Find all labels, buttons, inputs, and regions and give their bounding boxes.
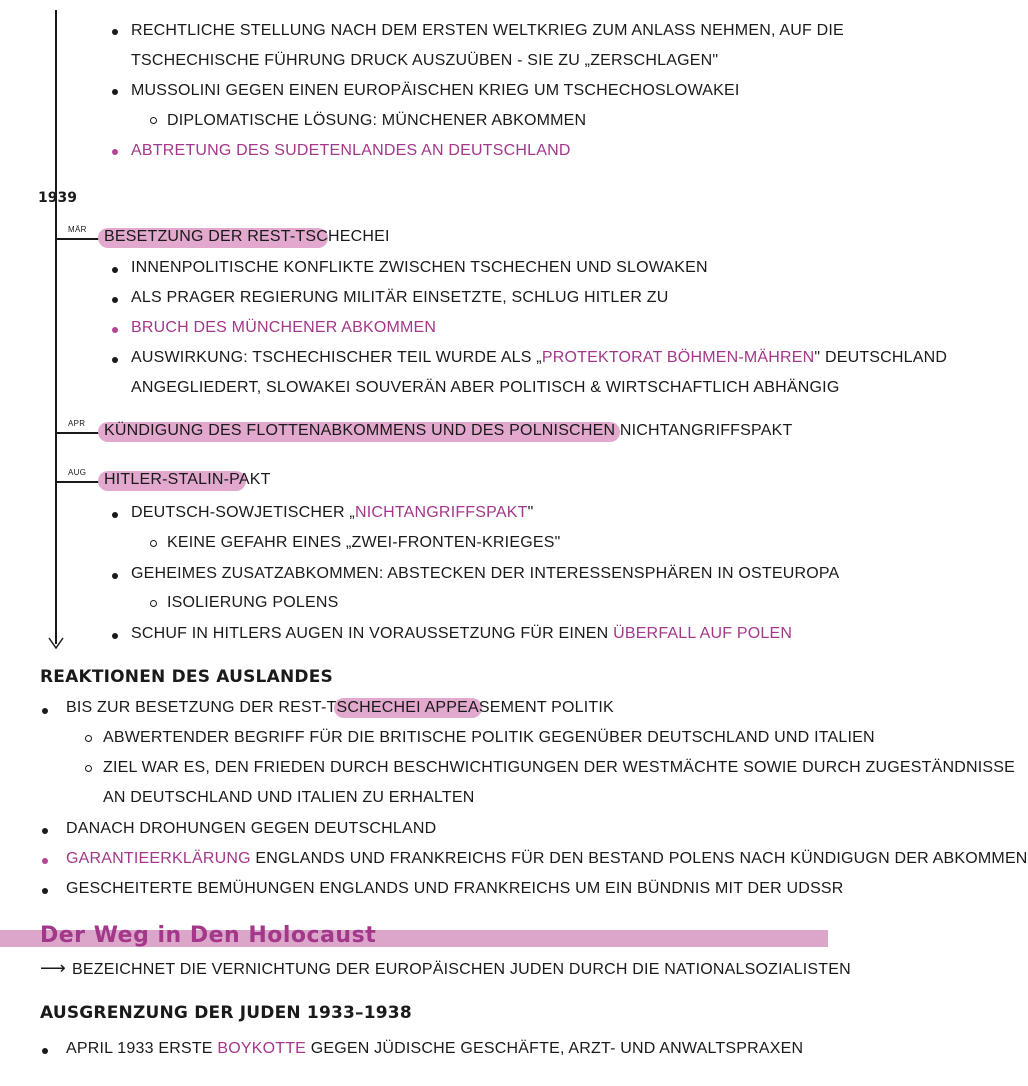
reactions-item-3-highlight: GARANTIEERKLÄRUNG [66, 850, 251, 867]
timeline-year: 1939 [38, 190, 77, 206]
bullet [42, 858, 48, 864]
maer-effect-highlight: PROTEKTORAT BÖHMEN-MÄHREN [541, 349, 815, 366]
maer-item-1: INNENPOLITISCHE KONFLIKTE ZWISCHEN TSCHECHEN UND SLOWAKEN [131, 259, 708, 276]
bullet [42, 1048, 48, 1054]
maer-effect-suffix: " DEUTSCHLAND [814, 349, 948, 366]
maer-effect-line2: ANGEGLIEDERT, SLOWAKEI SOUVERÄN ABER POLITISCH & WIRTSCHAFTLICH ABHÄNGIG [131, 379, 840, 396]
bullet [112, 89, 118, 95]
exclusion-item-1 [66, 1040, 803, 1058]
bullet [112, 149, 118, 155]
bullet [112, 357, 118, 363]
aug-item-1-prefix: DEUTSCH-SOWJETISCHER „ [131, 504, 355, 521]
aug-item-1-suffix: " [527, 504, 534, 521]
arrow-right-icon: ⟶ [40, 958, 66, 978]
month-label-maer: MÄR [68, 225, 87, 234]
maer-heading: BESETZUNG DER REST-TSCHECHEI [104, 228, 390, 245]
aug-item-1-highlight: NICHTANGRIFFSPAKT [354, 504, 528, 521]
maer-item-3: BRUCH DES MÜNCHENER ABKOMMEN [131, 319, 437, 336]
timeline-branch [55, 481, 100, 483]
reactions-item-3 [66, 850, 1028, 868]
reactions-title: REAKTIONEN DES AUSLANDES [40, 667, 333, 687]
sub-bullet [150, 117, 157, 124]
timeline-line [55, 10, 57, 644]
bullet [112, 297, 118, 303]
timeline-branch [55, 238, 100, 240]
bullet [42, 828, 48, 834]
maer-effect-line1 [131, 349, 947, 367]
bullet [112, 633, 118, 639]
top-item-3: ABTRETUNG DES SUDETENLANDES AN DEUTSCHLAND [131, 142, 571, 159]
exclusion-item-1-suffix: GEGEN JÜDISCHE GESCHÄFTE, ARZT- UND ANWALTSPRAXEN [306, 1040, 804, 1057]
bullet [112, 327, 118, 333]
sub-bullet [85, 735, 92, 742]
aug-item-3-highlight: ÜBERFALL AUF POLEN [613, 625, 793, 642]
sub-bullet [150, 540, 157, 547]
maer-item-2: ALS PRAGER REGIERUNG MILITÄR EINSETZTE, SCHLUG HITLER ZU [131, 289, 669, 306]
bullet [42, 888, 48, 894]
top-item-1-line2: TSCHECHISCHE FÜHRUNG DRUCK AUSZUÜBEN - SIE ZU „ZERSCHLAGEN" [131, 52, 719, 69]
top-item-2: MUSSOLINI GEGEN EINEN EUROPÄISCHEN KRIEG UM TSCHECHOSLOWAKEI [131, 82, 740, 99]
apr-heading: KÜNDIGUNG DES FLOTTENABKOMMENS UND DES POLNISCHEN NICHTANGRIFFSPAKT [104, 422, 793, 439]
aug-item-3-prefix: SCHUF IN HITLERS AUGEN IN VORAUSSETZUNG FÜR EINEN [131, 625, 614, 642]
reactions-item-1 [66, 699, 614, 717]
reactions-item-2: DANACH DROHUNGEN GEGEN DEUTSCHLAND [66, 820, 437, 837]
aug-sub-2: ISOLIERUNG POLENS [167, 594, 339, 611]
exclusion-title: AUSGRENZUNG DER JUDEN 1933–1938 [40, 1003, 412, 1023]
month-label-aug: AUG [68, 468, 87, 477]
aug-heading: HITLER-STALIN-PAKT [104, 471, 271, 488]
month-label-apr: APR [68, 419, 86, 428]
maer-effect-prefix: AUSWIRKUNG: TSCHECHISCHER TEIL WURDE ALS „ [131, 349, 542, 366]
exclusion-item-1-prefix: APRIL 1933 ERSTE [66, 1040, 218, 1057]
aug-item-3 [131, 625, 792, 643]
bullet [112, 512, 118, 518]
top-item-1-line1: RECHTLICHE STELLUNG NACH DEM ERSTEN WELTKRIEG ZUM ANLASS NEHMEN, AUF DIE [131, 22, 844, 39]
aug-item-1 [131, 504, 533, 522]
timeline-branch [55, 432, 100, 434]
reactions-item-1-prefix: BIS ZUR BESETZUNG DER REST-TSCHECHEI [66, 699, 425, 716]
reactions-sub-2-line2: AN DEUTSCHLAND UND ITALIEN ZU ERHALTEN [103, 789, 475, 806]
sub-bullet [150, 600, 157, 607]
reactions-sub-2-line1: ZIEL WAR ES, DEN FRIEDEN DURCH BESCHWICHTIGUNGEN DER WESTMÄCHTE SOWIE DURCH ZUGESTÄNDNISSE [103, 759, 1015, 776]
arrow-down-icon [48, 636, 64, 650]
aug-item-2: GEHEIMES ZUSATZABKOMMEN: ABSTECKEN DER INTERESSENSPHÄREN IN OSTEUROPA [131, 565, 840, 582]
bullet [112, 267, 118, 273]
reactions-item-1-highlight: APPEASEMENT POLITIK [424, 699, 614, 716]
aug-sub-1: KEINE GEFAHR EINES „ZWEI-FRONTEN-KRIEGES" [167, 534, 561, 551]
bullet [42, 708, 48, 714]
sub-bullet [85, 765, 92, 772]
holocaust-definition: BEZEICHNET DIE VERNICHTUNG DER EUROPÄISCHEN JUDEN DURCH DIE NATIONALSOZIALISTEN [72, 961, 851, 978]
reactions-item-4: GESCHEITERTE BEMÜHUNGEN ENGLANDS UND FRANKREICHS UM EIN BÜNDNIS MIT DER UDSSR [66, 880, 844, 897]
bullet [112, 573, 118, 579]
reactions-item-3-rest: ENGLANDS UND FRANKREICHS FÜR DEN BESTAND POLENS NACH KÜNDIGUGN DER ABKOMMEN [250, 850, 1028, 867]
reactions-sub-1: ABWERTENDER BEGRIFF FÜR DIE BRITISCHE POLITIK GEGENÜBER DEUTSCHLAND UND ITALIEN [103, 729, 875, 746]
exclusion-item-1-highlight: BOYKOTTE [217, 1040, 307, 1057]
bullet [112, 29, 118, 35]
holocaust-title: Der Weg in Den Holocaust [40, 923, 377, 948]
top-sub-item: DIPLOMATISCHE LÖSUNG: MÜNCHENER ABKOMMEN [167, 112, 587, 129]
